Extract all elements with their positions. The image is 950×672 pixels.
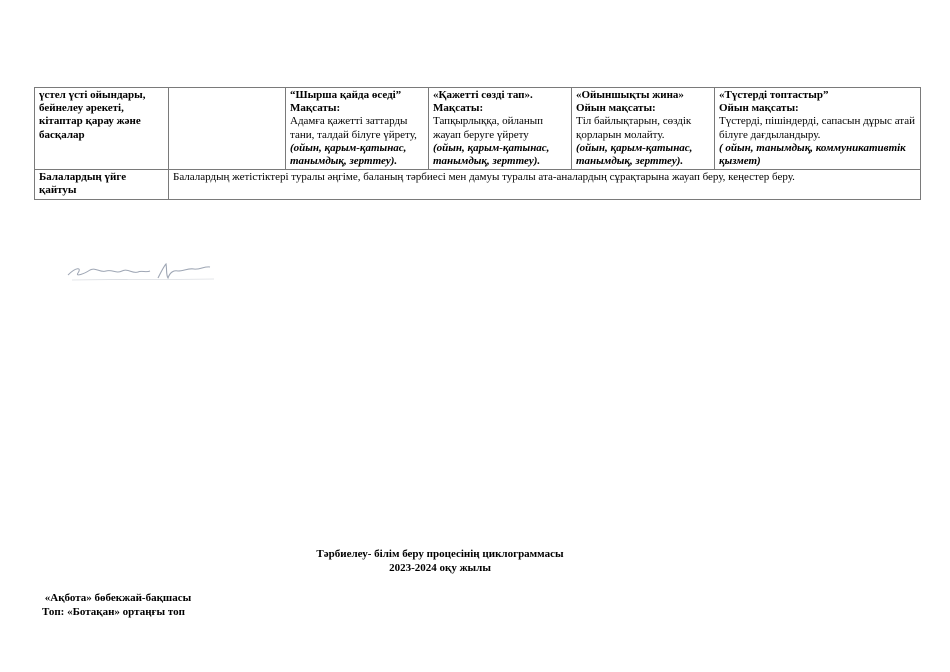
game-title: «Қажетті сөзді тап». (433, 89, 533, 101)
game-goal-label: Ойын мақсаты: (719, 102, 799, 115)
game-title: «Ойыншықты жина» (576, 89, 684, 101)
empty-cell (169, 88, 286, 170)
game-cell-2 (429, 88, 572, 170)
game-goal-text: Түстерді, пішіндерді, сапасын дұрыс атай білуге дағдыландыру. (719, 115, 916, 141)
game-title: “Шырша қайда өседі” (290, 89, 402, 101)
cyclogram-title (290, 547, 590, 575)
game-goal-label: Ойын мақсаты: (576, 102, 656, 115)
game-goal-text: Тапқырлыққа, ойланып жауап беруге үйрету (433, 115, 544, 141)
game-goal-text: Адамға қажетті заттарды тани, талдай білуге үйрету, (290, 115, 417, 141)
title-line-1: Тәрбиелеу- білім беру процесінің циклограммасы (316, 548, 564, 560)
game-activity: (ойын, қарым-қатынас, танымдық, зерттеу). (576, 141, 693, 168)
game-goal-text: Тіл байлықтарын, сөздік қорларын молайту. (576, 115, 692, 141)
schedule-table (34, 87, 921, 200)
row-label-desk-games: үстел үсті ойындары, бейнелеу әрекеті, кітаптар қарау және басқалар (35, 88, 169, 170)
title-line-2: 2023-2024 оқу жылы (389, 562, 491, 574)
going-home-text: Балалардың жетістіктері туралы әңгіме, баланың тәрбиесі мен дамуы туралы ата-аналардың сұрақтарына жауап беру, кеңестер беру. (169, 170, 921, 199)
signature-icon (66, 258, 216, 286)
game-activity: (ойын, қарым-қатынас, танымдық, зерттеу). (290, 141, 407, 168)
game-activity: (ойын, қарым-қатынас, танымдық, зерттеу). (433, 141, 550, 168)
game-cell-1 (286, 88, 429, 170)
game-cell-3 (572, 88, 715, 170)
game-activity: ( ойын, танымдық, коммуникативтік қызмет) (719, 141, 906, 168)
group-name: Топ: «Ботақан» ортаңғы топ (42, 606, 185, 618)
game-goal-label: Мақсаты: (290, 102, 341, 115)
table-row-desk-games (35, 88, 921, 170)
game-title: «Түстерді топтастыр” (719, 89, 829, 101)
kindergarten-name: «Ақбота» бөбекжай-бақшасы (42, 592, 192, 604)
game-goal-label: Мақсаты: (433, 102, 484, 115)
signature-stamp (66, 258, 216, 286)
organization-info (42, 591, 191, 619)
game-cell-4 (715, 88, 921, 170)
table-row-going-home (35, 170, 921, 199)
row-label-going-home: Балалардың үйге қайтуы (35, 170, 169, 199)
